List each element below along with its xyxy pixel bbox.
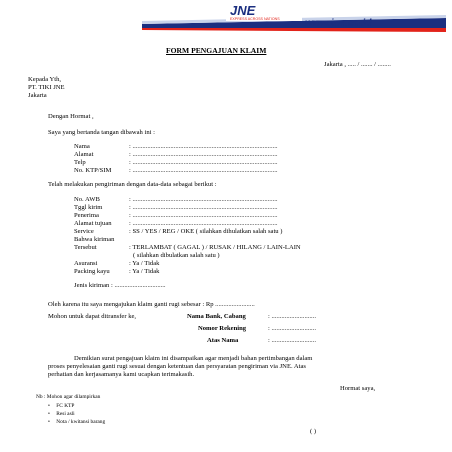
field-value: : ........................................................................................	[129, 167, 278, 174]
field-value: : Ya / Tidak	[129, 268, 160, 275]
field-value: : ........................................................................................	[129, 204, 278, 211]
field-label: No. KTP/SIM	[74, 167, 112, 174]
field-value: : ........................................................................................	[129, 196, 278, 203]
field-value: : ........................................................................................	[129, 143, 278, 150]
field-label: Service	[74, 228, 94, 235]
field-value: : TERLAMBAT ( GAGAL ) / RUSAK / HILANG / LAIN-LAIN	[129, 244, 301, 251]
form-title: FORM PENGAJUAN KLAIM	[166, 46, 267, 55]
note-title: Nb : Mohon agar dilampirkan	[36, 394, 101, 400]
attachment-label: Resi asli	[56, 411, 75, 417]
attachment-item	[48, 403, 74, 409]
bullet-icon: •	[48, 403, 50, 409]
logo-text: JNE	[230, 3, 256, 18]
website-url: www.jne.co.id	[305, 18, 372, 29]
shipment-intro: Telah melakukan pengiriman dengan data-data sebagai berikut :	[48, 181, 217, 188]
jenis-kiriman: Jenis kiriman : ...............................	[74, 282, 166, 289]
attachment-label: FC KTP	[56, 403, 75, 409]
logo-tagline: EXPRESS ACROSS NATIONS	[230, 17, 280, 21]
attachment-item	[48, 419, 105, 425]
field-value: : SS / YES / REG / OKE ( silahkan dihulatkan salah satu )	[129, 228, 283, 235]
field-value: : ........................................................................................	[129, 159, 278, 166]
field-label: Nomor Rekening	[198, 325, 247, 332]
field-value: : ...........................	[268, 313, 316, 320]
recipient-line-3: Jakarta	[28, 92, 47, 99]
signature-placeholder: ( )	[310, 428, 317, 435]
field-label: Tersebut	[74, 244, 97, 251]
field-label: Asuransi	[74, 260, 98, 267]
field-label: Telp	[74, 159, 86, 166]
claim-statement: Oleh karena itu saya mengajukan klaim ganti rugi sebesar : Rp ........................	[48, 301, 255, 308]
regards: Hormat saya,	[340, 385, 376, 392]
field-label: Penerima	[74, 212, 99, 219]
attachment-label: Nota / kwitansi barang	[56, 419, 106, 425]
field-value: : ...........................	[268, 337, 316, 344]
field-value: : ........................................................................................	[129, 151, 278, 158]
bullet-icon: •	[48, 411, 50, 417]
recipient-line-2: PT. TIKI JNE	[28, 84, 65, 91]
field-label: No. AWB	[74, 196, 100, 203]
field-value: : ........................................................................................	[129, 212, 278, 219]
field-label: Nama	[74, 143, 90, 150]
field-label: Alamat	[74, 151, 94, 158]
greeting: Dengan Hormat ,	[48, 113, 94, 120]
field-value: : Ya / Tidak	[129, 260, 160, 267]
closing-line-3: perhatian dan kerjasamanya kami ucapkan terimakasih.	[48, 371, 195, 378]
field-label: Alamat tujuan	[74, 220, 112, 227]
jne-logo	[226, 2, 302, 21]
place-date: Jakarta , ..... / ....... / ........	[324, 61, 391, 68]
field-label: Tggl kirim	[74, 204, 103, 211]
closing-line-1: Demikian surat pengajuan klaim ini disampaikan agar menjadi bahan pertimbangan dalam	[74, 355, 313, 362]
field-value: ( silahkan dibulatkan salah satu )	[133, 252, 220, 259]
closing-line-2: proses penyelesaian ganti rugi sesuai dengan ketentuan dan persyaratan pengiriman via JNE. Atas	[48, 363, 306, 370]
field-value: : ...........................	[268, 325, 316, 332]
recipient-line-1: Kepada Yth,	[28, 76, 62, 83]
field-label: Packing kayu	[74, 268, 110, 275]
transfer-intro: Mohon untuk dapat ditransfer ke,	[48, 313, 137, 320]
attachment-item	[48, 411, 75, 417]
field-label: Nama Bank, Cabang	[187, 313, 246, 320]
signer-intro: Saya yang bertanda tangan dibawah ini :	[48, 129, 155, 136]
field-label: Bahwa kiriman	[74, 236, 115, 243]
bullet-icon: •	[48, 419, 50, 425]
field-value: : ........................................................................................	[129, 220, 278, 227]
field-label: Atas Nama	[207, 337, 239, 344]
